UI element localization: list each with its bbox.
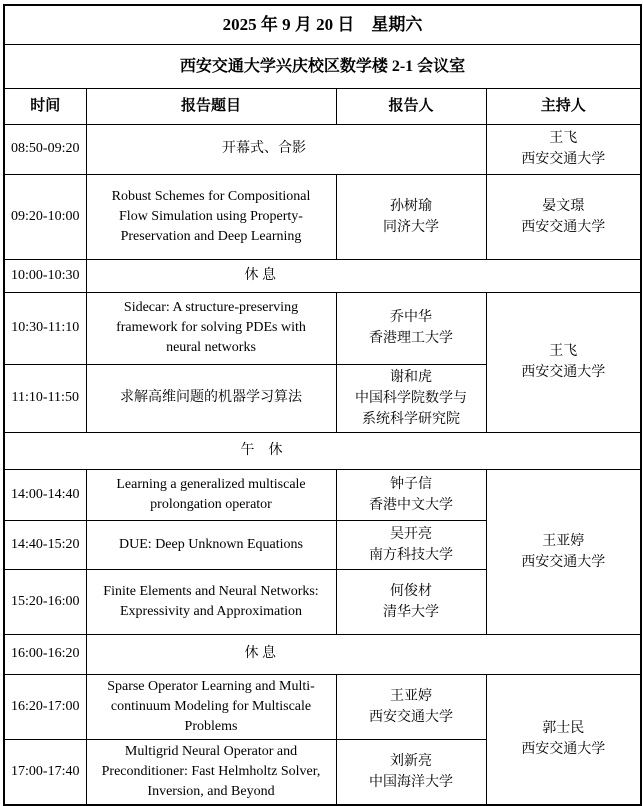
speaker-affiliation: 中国海洋大学 — [369, 774, 453, 790]
title-talk3: 求解高维问题的机器学习算法 — [86, 364, 336, 432]
column-header-row — [4, 88, 641, 124]
speaker-name: 吴开亮 — [390, 526, 432, 542]
venue-title: 西安交通大学兴庆校区数学楼 2-1 会议室 — [4, 44, 641, 88]
speaker-name: 王亚婷 — [390, 688, 432, 704]
speaker-affiliation: 南方科技大学 — [369, 547, 453, 563]
time-talk4: 14:00-14:40 — [4, 469, 86, 520]
speaker-cell-talk8 — [336, 739, 486, 805]
speaker-name: 乔中华 — [390, 310, 432, 325]
date-title: 2025 年 9 月 20 日 星期六 — [4, 5, 641, 44]
chair-name: 王飞 — [549, 344, 578, 359]
chair-name: 晏文璟 — [542, 198, 585, 214]
chair-cell-talk1 — [486, 174, 641, 259]
speaker-cell-talk6 — [336, 569, 486, 634]
title-talk4: Learning a generalized multiscale prolongation operator — [86, 469, 336, 520]
column-header-chair: 主持人 — [486, 88, 641, 124]
speaker-affiliation: 系统科学研究院 — [362, 411, 460, 427]
title-talk1: Robust Schemes for Compositional Flow Simulation using Property-Preservation and Deep Learning — [86, 174, 336, 259]
speaker-affiliation: 清华大学 — [383, 604, 439, 620]
break-row-1 — [4, 259, 641, 292]
chair-cell-afternoon1 — [486, 469, 641, 634]
title-talk7: Sparse Operator Learning and Multi-continuum Modeling for Multiscale Problems — [86, 674, 336, 739]
time-break2: 16:00-16:20 — [4, 634, 86, 674]
speaker-affiliation: 西安交通大学 — [369, 709, 453, 725]
time-talk7: 16:20-17:00 — [4, 674, 86, 739]
lunch-row — [4, 432, 641, 469]
time-opening: 08:50-09:20 — [4, 124, 86, 174]
column-header-title: 报告题目 — [86, 88, 336, 124]
speaker-cell-talk2 — [336, 292, 486, 364]
speaker-cell-talk4 — [336, 469, 486, 520]
chair-cell-opening — [486, 124, 641, 174]
chair-affiliation: 西安交通大学 — [521, 554, 606, 570]
speaker-cell-talk7 — [336, 674, 486, 739]
speaker-affiliation: 同济大学 — [383, 219, 439, 235]
time-talk1: 09:20-10:00 — [4, 174, 86, 259]
speaker-affiliation: 中国科学院数学与 — [355, 390, 467, 406]
time-talk8: 17:00-17:40 — [4, 739, 86, 805]
schedule-table — [3, 4, 642, 806]
time-talk5: 14:40-15:20 — [4, 520, 86, 569]
break-label-2: 休 息 — [86, 634, 641, 674]
session-row-talk1 — [4, 174, 641, 259]
title-opening: 开幕式、合影 — [86, 124, 486, 174]
speaker-name: 何俊材 — [390, 583, 432, 599]
break-label-1: 休 息 — [86, 259, 641, 292]
session-row-opening — [4, 124, 641, 174]
column-header-speaker: 报告人 — [336, 88, 486, 124]
speaker-name: 钟子信 — [390, 476, 432, 492]
speaker-cell-talk3 — [336, 364, 486, 432]
break-row-2 — [4, 634, 641, 674]
venue-row — [4, 44, 641, 88]
speaker-affiliation: 香港理工大学 — [369, 331, 453, 346]
lunch-label: 午 休 — [4, 432, 641, 469]
date-row — [4, 5, 641, 44]
time-talk6: 15:20-16:00 — [4, 569, 86, 634]
chair-name: 王飞 — [549, 131, 578, 146]
chair-affiliation: 西安交通大学 — [521, 365, 606, 380]
time-break1: 10:00-10:30 — [4, 259, 86, 292]
time-talk2: 10:30-11:10 — [4, 292, 86, 364]
chair-affiliation: 西安交通大学 — [521, 219, 606, 235]
session-row-talk7 — [4, 674, 641, 739]
speaker-name: 孙树瑜 — [390, 198, 432, 214]
chair-cell-afternoon2 — [486, 674, 641, 805]
speaker-affiliation: 香港中文大学 — [369, 497, 453, 513]
speaker-name: 刘新亮 — [390, 753, 432, 769]
time-talk3: 11:10-11:50 — [4, 364, 86, 432]
speaker-cell-talk1 — [336, 174, 486, 259]
title-talk5: DUE: Deep Unknown Equations — [86, 520, 336, 569]
speaker-cell-talk5 — [336, 520, 486, 569]
chair-name: 王亚婷 — [542, 533, 585, 549]
title-talk8: Multigrid Neural Operator and Preconditioner: Fast Helmholtz Solver, Inversion, and Beyond — [86, 739, 336, 805]
chair-cell-morning2 — [486, 292, 641, 432]
title-talk2: Sidecar: A structure-preserving framework for solving PDEs with neural networks — [86, 292, 336, 364]
speaker-name: 谢和虎 — [390, 369, 432, 385]
session-row-talk2 — [4, 292, 641, 364]
column-header-time: 时间 — [4, 88, 86, 124]
chair-affiliation: 西安交通大学 — [521, 152, 606, 167]
chair-name: 郭士民 — [542, 721, 585, 736]
chair-affiliation: 西安交通大学 — [521, 742, 606, 757]
title-talk6: Finite Elements and Neural Networks: Expressivity and Approximation — [86, 569, 336, 634]
session-row-talk4 — [4, 469, 641, 520]
